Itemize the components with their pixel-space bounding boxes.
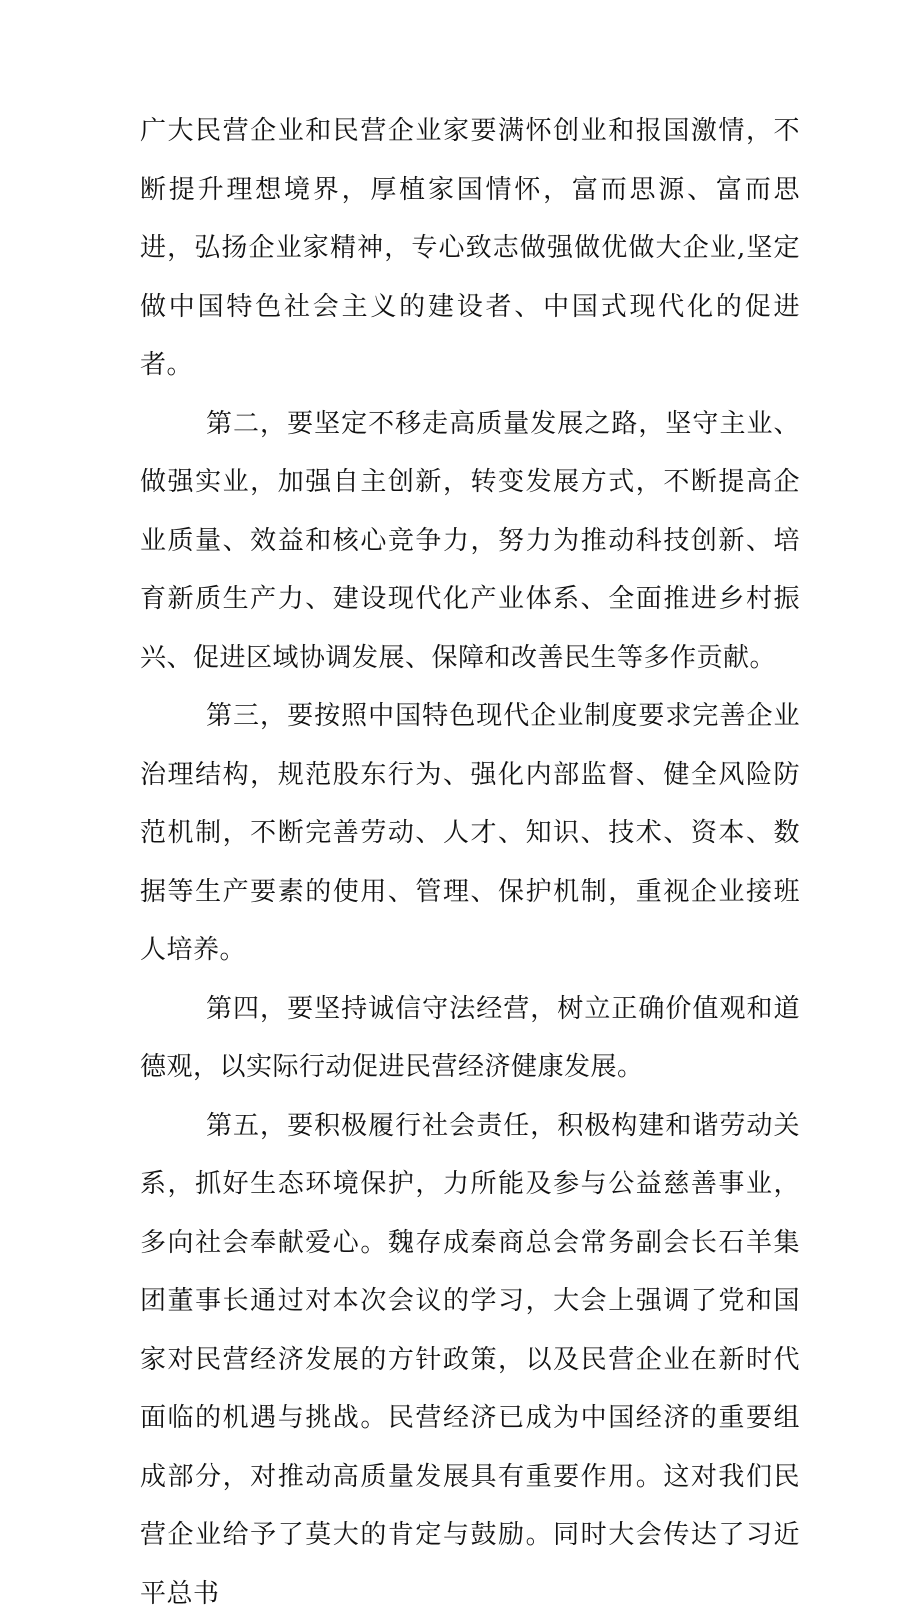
paragraph-continuation: 广大民营企业和民营企业家要满怀创业和报国激情，不断提升理想境界，厚植家国情怀，富而思源、富而思进，弘扬企业家精神，专心致志做强做优做大企业,坚定做中国特色社会主义的建设者、中国式现代化的促进者。 <box>140 102 800 395</box>
paragraph-fifth-point: 第五，要积极履行社会责任，积极构建和谐劳动关系，抓好生态环境保护，力所能及参与公益慈善事业，多向社会奉献爱心。魏存成秦商总会常务副会长石羊集团董事长通过对本次会议的学习，大会上强调了党和国家对民营经济发展的方针政策，以及民营企业在新时代面临的机遇与挑战。民营经济已成为中国经济的重要组成部分，对推动高质量发展具有重要作用。这对我们民营企业给予了莫大的肯定与鼓励。同时大会传达了习近平总书 <box>140 1097 800 1623</box>
paragraph-second-point: 第二，要坚定不移走高质量发展之路，坚守主业、做强实业，加强自主创新，转变发展方式，不断提高企业质量、效益和核心竞争力，努力为推动科技创新、培育新质生产力、建设现代化产业体系、全面推进乡村振兴、促进区域协调发展、保障和改善民生等多作贡献。 <box>140 395 800 688</box>
paragraph-third-point: 第三，要按照中国特色现代企业制度要求完善企业治理结构，规范股东行为、强化内部监督、健全风险防范机制，不断完善劳动、人才、知识、技术、资本、数据等生产要素的使用、管理、保护机制，重视企业接班人培养。 <box>140 687 800 980</box>
document-body <box>140 102 800 1623</box>
paragraph-fourth-point: 第四，要坚持诚信守法经营，树立正确价值观和道德观，以实际行动促进民营经济健康发展。 <box>140 980 800 1097</box>
